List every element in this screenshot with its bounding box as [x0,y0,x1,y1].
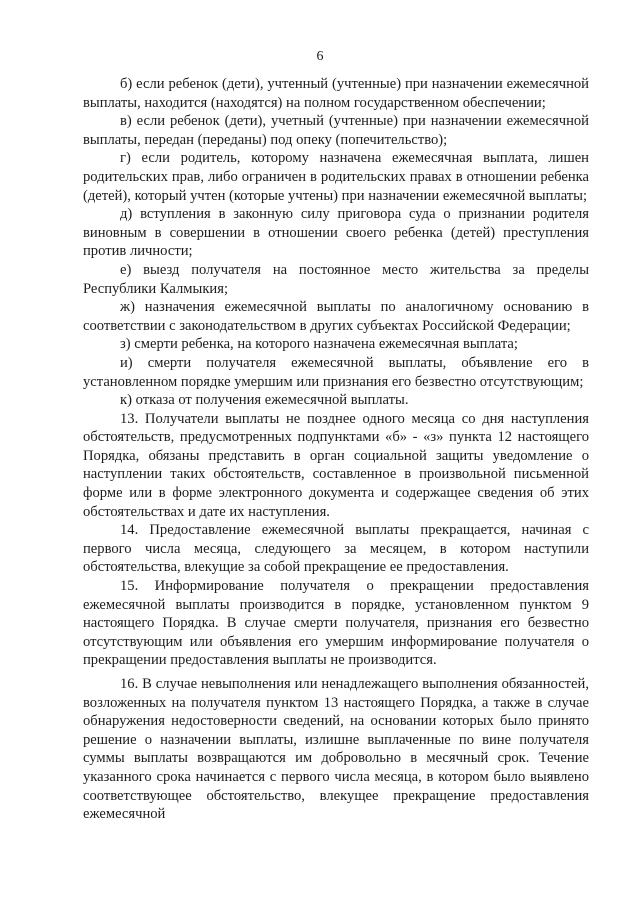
subitem-e: е) выезд получателя на постоянное место жительства за пределы Республики Калмыкия; [83,261,589,297]
subitem-b: б) если ребенок (дети), учтенный (учтенные) при назначении ежемесячной выплаты, находится (находятся) на полном государственном обеспечении; [83,76,589,111]
subitem-g: г) если родитель, которому назначена ежемесячная выплата, лишен родительских прав, либо ограничен в родительских правах в отношении ребенка (детей), который учтен (которые учтены) при назначении ежемесячной выплаты; [83,150,589,204]
clause-15: 15. Информирование получателя о прекращении предоставления ежемесячной выплаты производится в порядке, установленном пунктом 9 настоящего Порядка. В случае смерти получателя, признания его безвестно отсутствующим или объявления его умершим информирование получателя о прекращении предоставления выплаты не производится. [83,578,589,669]
clause-16: 16. В случае невыполнения или ненадлежащего выполнения обязанностей, возложенных на получателя пунктом 13 настоящего Порядка, а также в случае обнаружения недостоверности сведений, на основании которых было принято решение о назначении выплаты, излишне выплаченные по вине получателя суммы выплаты возвращаются им добровольно в месячный срок. Течение указанного срока начинается с первого числа месяца, в котором было выявлено соответствующее обстоятельство, влекущее прекращение предоставления ежемесячной [83,676,589,823]
document-body [83,75,589,824]
subitem-zh: ж) назначения ежемесячной выплаты по аналогичному основанию в соответствии с законодательством в других субъектах Российской Федерации; [83,299,589,334]
subitem-k: к) отказа от получения ежемесячной выплаты. [120,392,409,409]
subitem-i: и) смерти получателя ежемесячной выплаты, объявление его в установленном порядке умершим или признания его безвестно отсутствующим; [83,354,589,390]
subitem-v: в) если ребенок (дети), учетный (учтенные) при назначении ежемесячной выплаты, передан (переданы) под опеку (попечительство); [83,113,589,148]
page-number: 6 [316,49,324,64]
clause-14: 14. Предоставление ежемесячной выплаты прекращается, начиная с первого числа месяца, следующего за месяцем, в котором наступили обстоятельства, влекущие за собой прекращение ее предоставления. [83,522,589,576]
clause-13: 13. Получатели выплаты не позднее одного месяца со дня наступления обстоятельств, предусмотренных подпунктами «б» - «з» пункта 12 настоящего Порядка, обязаны представить в орган социальной защиты уведомление о наступлении таких обстоятельств, составленное в произвольной письменной форме или в форме электронного документа и содержащее сведения об этих обстоятельствах и дате их наступления. [83,410,589,520]
subitem-z: з) смерти ребенка, на которого назначена ежемесячная выплата; [120,336,518,353]
subitem-d: д) вступления в законную силу приговора суда о признании родителя виновным в совершении в отношении своего ребенка (детей) преступления против личности; [83,206,589,260]
